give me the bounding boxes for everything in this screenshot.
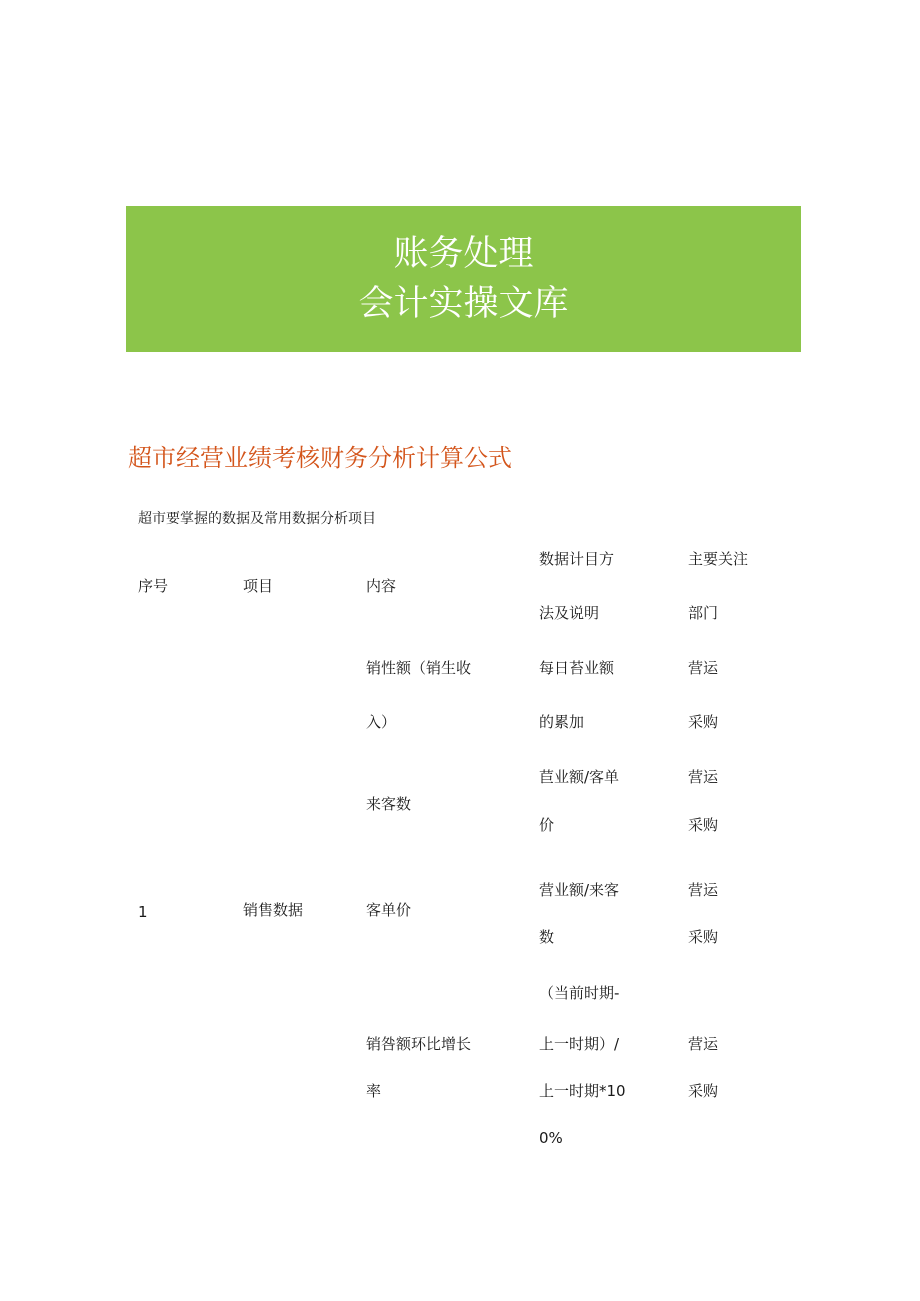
- document-subtitle: 超市要掌握的数据及常用数据分析项目: [138, 511, 376, 527]
- header-index: 序号: [138, 577, 169, 595]
- row1-method-line2: 的累加: [539, 713, 585, 731]
- header-method-line2: 法及说明: [539, 604, 600, 622]
- header-content: 内容: [366, 577, 397, 595]
- header-banner: [126, 206, 801, 352]
- banner-title-line1: 账务处理: [393, 234, 534, 274]
- row2-dept-line2: 采购: [688, 816, 719, 834]
- banner-title-line2: 会计实操文库: [358, 284, 569, 324]
- row1-dept-line1: 营运: [688, 659, 719, 677]
- header-method-line1: 数据计目方: [539, 550, 615, 568]
- row3-method-line2: 数: [539, 928, 555, 946]
- row4-content-line2: 率: [366, 1082, 382, 1100]
- row3-dept-line1: 营运: [688, 881, 719, 899]
- header-item: 项目: [243, 577, 274, 595]
- row4-method-line4: 0%: [539, 1129, 563, 1147]
- row4-method-line1: （当前时期-: [539, 984, 620, 1002]
- row2-method-line1: 苣业额/客单: [539, 768, 620, 786]
- row2-method-line2: 价: [539, 816, 555, 834]
- row1-dept-line2: 采购: [688, 713, 719, 731]
- row4-method-line3: 上一时期*10: [539, 1082, 626, 1100]
- row4-content-line1: 销咎额环比增长: [366, 1035, 472, 1053]
- group-index: 1: [138, 903, 148, 921]
- row4-dept-line1: 营运: [688, 1035, 719, 1053]
- row4-dept-line2: 采购: [688, 1082, 719, 1100]
- row2-content-line1: 来客数: [366, 795, 412, 813]
- row3-content-line1: 客单价: [366, 901, 412, 919]
- header-dept-line1: 主要关注: [688, 550, 749, 568]
- row2-dept-line1: 营运: [688, 768, 719, 786]
- row1-content-line1: 销性额（销生收: [366, 659, 472, 677]
- header-dept-line2: 部门: [688, 604, 719, 622]
- row3-method-line1: 营业额/来客: [539, 881, 620, 899]
- row3-dept-line2: 采购: [688, 928, 719, 946]
- document-title: 超市经营业绩考核财务分析计算公式: [128, 444, 512, 472]
- group-item: 销售数据: [243, 901, 304, 919]
- row1-content-line2: 入）: [366, 713, 397, 731]
- row1-method-line1: 每日苔业额: [539, 659, 615, 677]
- row4-method-line2: 上一时期）/: [539, 1035, 620, 1053]
